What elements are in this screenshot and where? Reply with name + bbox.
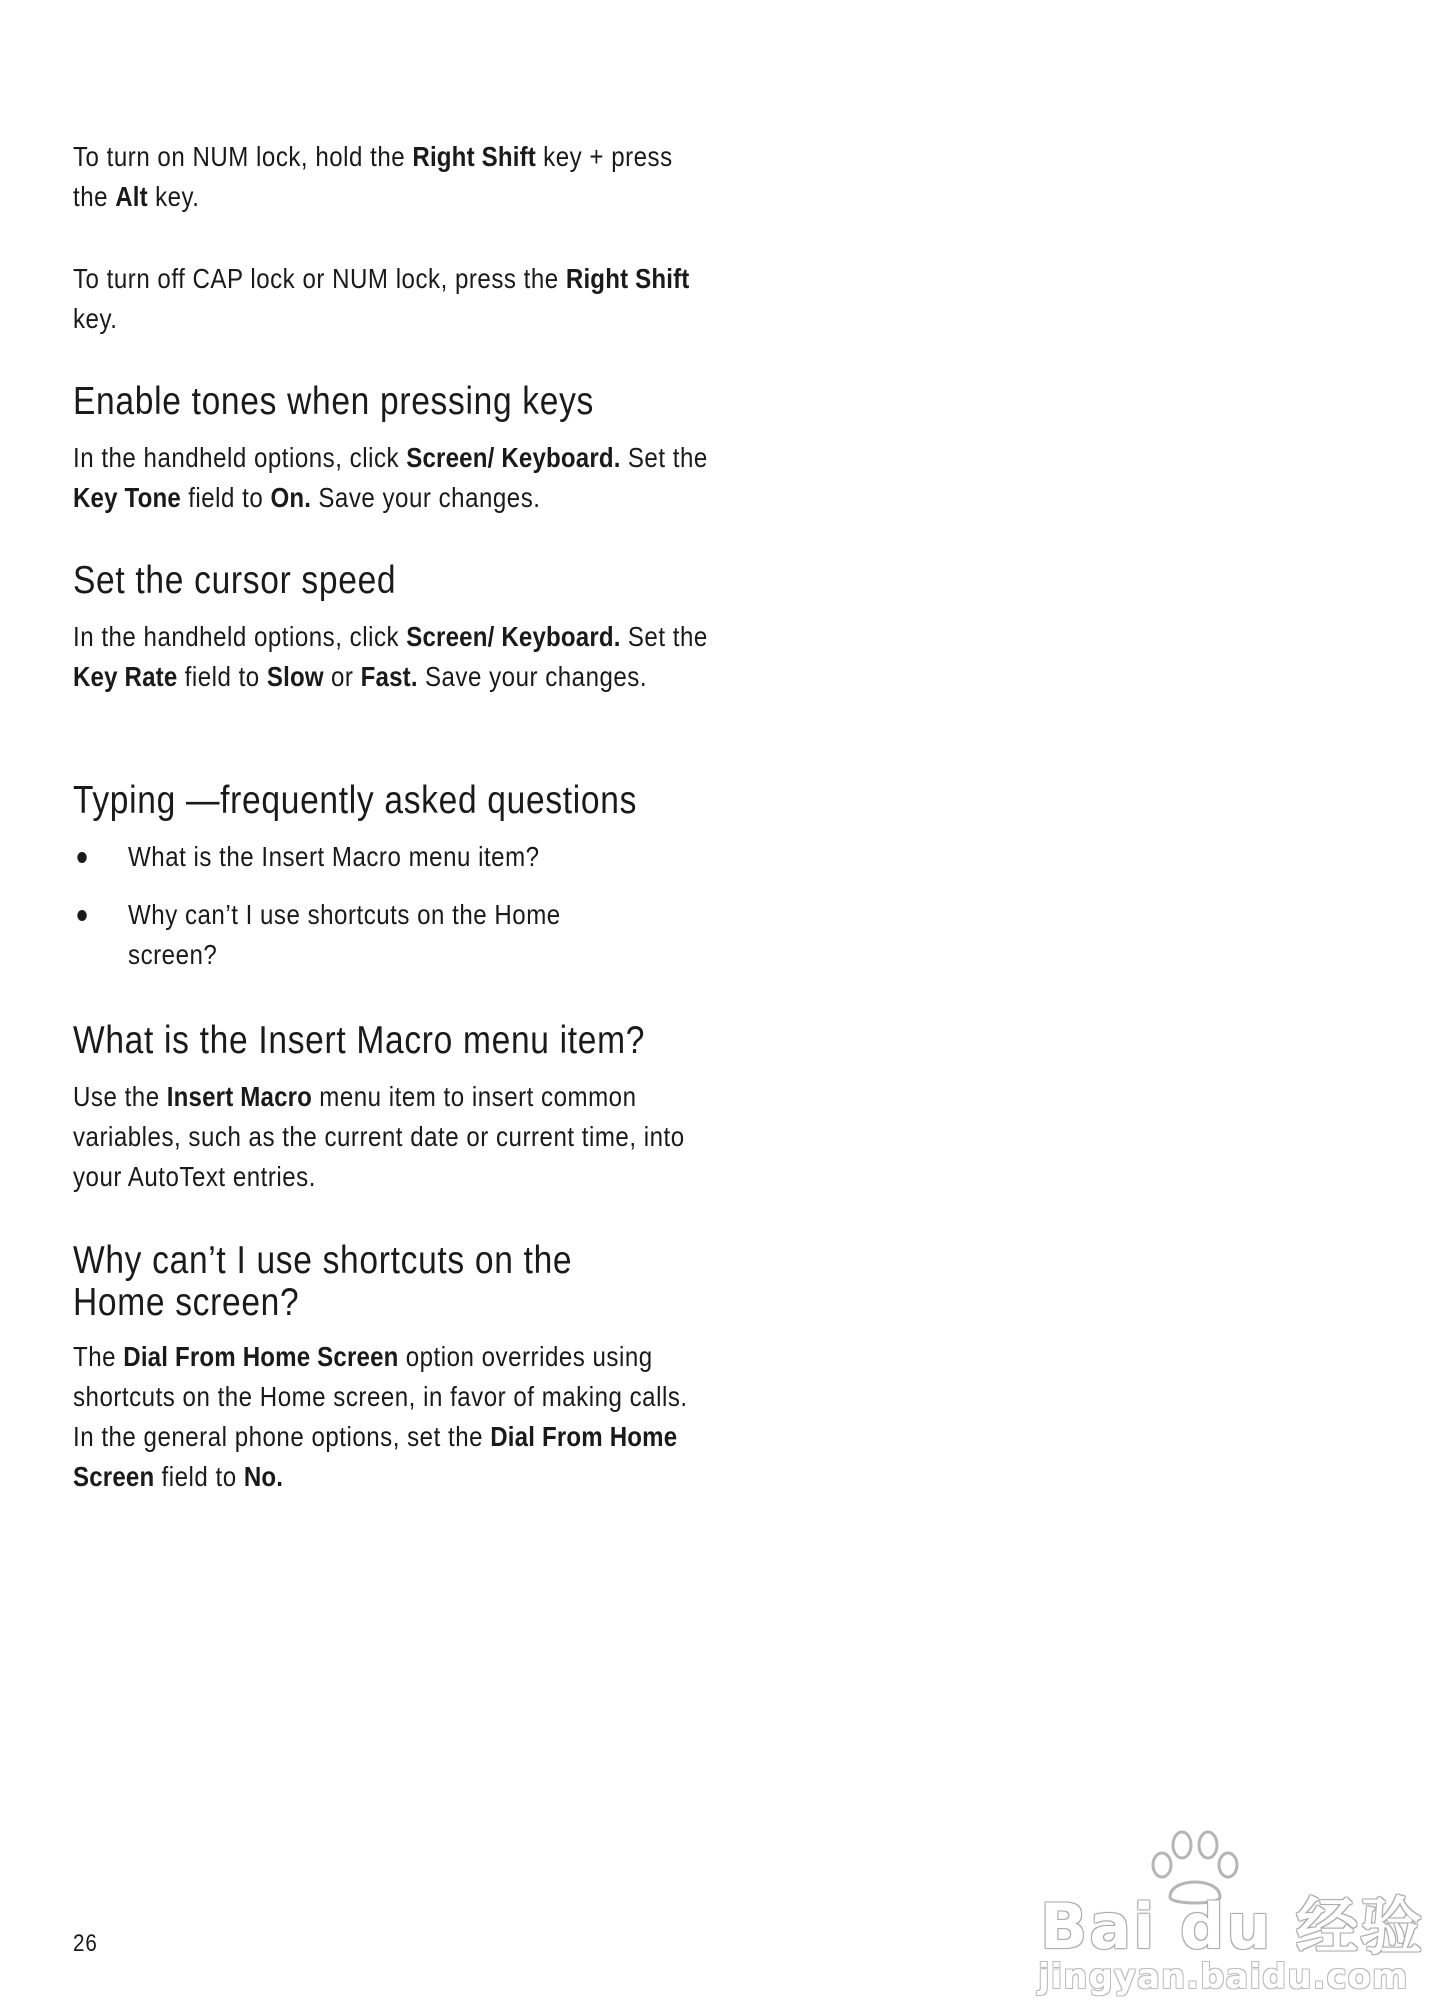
heading-home-shortcuts: Why can’t I use shortcuts on the Home screen?	[73, 1239, 573, 1324]
caps-off-paragraph: To turn off CAP lock or NUM lock, press the Right Shift key.	[73, 263, 690, 334]
faq-list	[73, 837, 709, 975]
home-shortcuts-body: The Dial From Home Screen option overrides using shortcuts on the Home screen, in favor of making calls. In the general phone options, set the Dial From Home Screen field to No.	[73, 1341, 688, 1492]
faq-item-home-shortcuts[interactable]: Why can’t I use shortcuts on the Home screen?	[73, 895, 610, 975]
insert-macro-body: Use the Insert Macro menu item to insert common variables, such as the current date or current time, into your AutoText entries.	[73, 1081, 685, 1192]
page-number: 26	[73, 1930, 98, 1957]
watermark-url: jingyan.baidu.com	[1038, 1957, 1409, 1997]
cursor-speed-body: In the handheld options, click Screen/ Keyboard. Set the Key Rate field to Slow or Fast. Save your changes.	[73, 621, 708, 692]
heading-typing-faq: Typing —frequently asked questions	[73, 779, 638, 822]
heading-cursor-speed: Set the cursor speed	[73, 559, 397, 602]
heading-enable-tones: Enable tones when pressing keys	[73, 380, 595, 423]
bullet-icon	[77, 910, 86, 921]
watermark-brand: Bai du 经验	[1040, 1890, 1425, 1963]
bullet-icon	[77, 852, 86, 863]
baidu-watermark	[1030, 1825, 1425, 1997]
num-lock-paragraph: To turn on NUM lock, hold the Right Shift key + press the Alt key.	[73, 141, 673, 212]
faq-item-insert-macro[interactable]: What is the Insert Macro menu item?	[73, 837, 709, 877]
heading-insert-macro: What is the Insert Macro menu item?	[73, 1019, 646, 1062]
enable-tones-body: In the handheld options, click Screen/ Keyboard. Set the Key Tone field to On. Save your changes.	[73, 442, 708, 513]
